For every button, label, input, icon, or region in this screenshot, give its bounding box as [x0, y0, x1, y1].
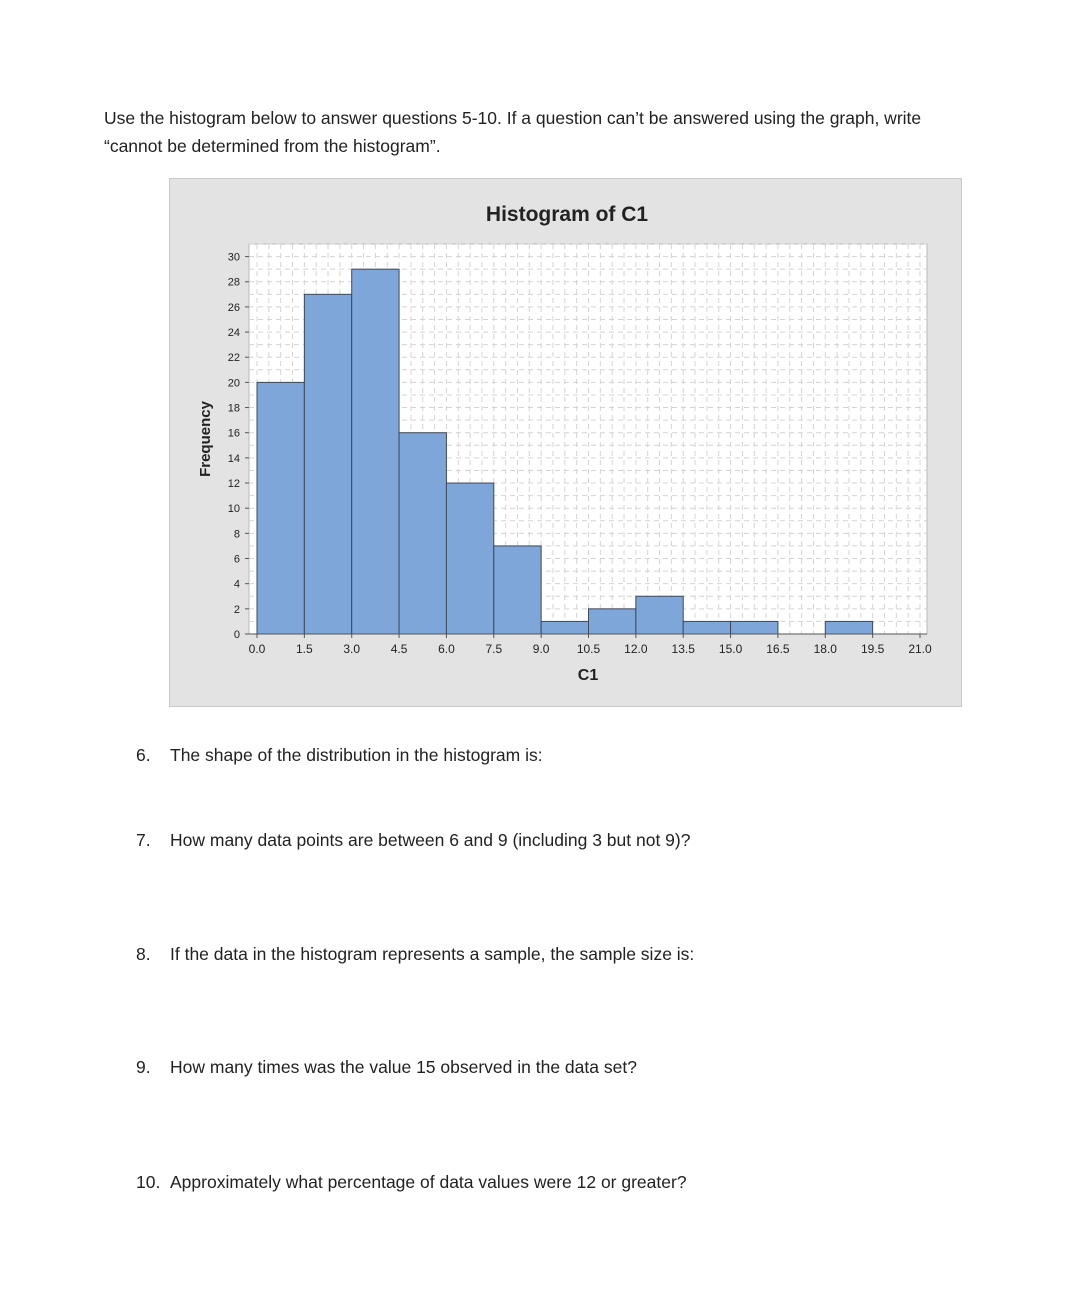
- x-tick-label: 21.0: [908, 642, 932, 656]
- y-tick-label: 24: [227, 327, 240, 340]
- histogram-bar: [399, 433, 446, 634]
- question-text: How many times was the value 15 observed in the data set?: [170, 1057, 637, 1077]
- histogram-bar: [304, 294, 351, 634]
- question-8: [136, 942, 694, 966]
- x-tick-label: 18.0: [813, 642, 837, 656]
- x-tick-label: 13.5: [671, 642, 695, 656]
- histogram-bar: [731, 621, 778, 634]
- question-number: 8.: [136, 944, 151, 964]
- question-text: How many data points are between 6 and 9 (including 3 but not 9)?: [170, 830, 691, 850]
- histogram-chart: [169, 178, 962, 707]
- question-number: 6.: [136, 745, 151, 765]
- histogram-bar: [541, 621, 588, 634]
- y-tick-label: 0: [233, 629, 240, 641]
- y-tick-label: 12: [227, 478, 240, 491]
- x-tick-label: 15.0: [718, 642, 743, 656]
- x-tick-label: 9.0: [532, 642, 550, 656]
- instructions-text: Use the histogram below to answer questions 5-10. If a question can’t be answered using the graph, write “cannot be determined from the histogram”.: [104, 108, 922, 156]
- y-tick-label: 2: [233, 603, 240, 616]
- y-tick-label: 4: [233, 578, 240, 591]
- chart-title: Histogram of C1: [485, 203, 649, 226]
- histogram-bar: [825, 621, 872, 634]
- question-number: 9.: [136, 1057, 151, 1077]
- histogram-bar: [494, 546, 541, 634]
- y-tick-label: 14: [227, 452, 240, 465]
- histogram-bar: [636, 596, 683, 634]
- question-text: The shape of the distribution in the histogram is:: [170, 745, 543, 765]
- y-axis-label: Frequency: [197, 401, 214, 477]
- question-number: 10.: [136, 1172, 161, 1192]
- y-tick-label: 30: [227, 251, 240, 264]
- x-tick-label: 1.5: [296, 642, 313, 656]
- x-tick-label: 19.5: [860, 642, 885, 656]
- question-text: Approximately what percentage of data values were 12 or greater?: [170, 1172, 687, 1192]
- x-tick-label: 0.0: [248, 642, 266, 656]
- question-number: 7.: [136, 830, 151, 850]
- y-tick-label: 10: [227, 503, 240, 516]
- question-9: [136, 1055, 637, 1079]
- x-tick-label: 6.0: [438, 642, 455, 656]
- histogram-bar: [257, 382, 304, 634]
- question-6: [136, 743, 543, 767]
- x-tick-label: 3.0: [343, 642, 361, 656]
- x-tick-label: 4.5: [390, 642, 408, 656]
- histogram-bar: [352, 269, 399, 634]
- y-tick-label: 8: [233, 528, 240, 541]
- histogram-svg: [170, 179, 963, 708]
- y-tick-label: 20: [227, 377, 240, 390]
- x-tick-label: 12.0: [624, 642, 648, 656]
- y-tick-label: 6: [233, 553, 240, 566]
- y-tick-label: 28: [227, 276, 240, 289]
- y-tick-label: 18: [227, 402, 240, 415]
- x-tick-label: 7.5: [485, 642, 503, 656]
- y-tick-label: 22: [227, 352, 240, 365]
- histogram-bar: [446, 483, 493, 634]
- y-tick-label: 16: [227, 427, 240, 440]
- x-tick-label: 16.5: [766, 642, 790, 656]
- y-tick-label: 26: [227, 301, 240, 314]
- question-text: If the data in the histogram represents a sample, the sample size is:: [170, 944, 695, 964]
- question-7: [136, 828, 690, 852]
- histogram-bar: [589, 609, 636, 634]
- x-axis-label: C1: [577, 667, 599, 684]
- x-tick-label: 10.5: [576, 642, 601, 656]
- histogram-bar: [683, 621, 730, 634]
- question-10: [136, 1170, 687, 1194]
